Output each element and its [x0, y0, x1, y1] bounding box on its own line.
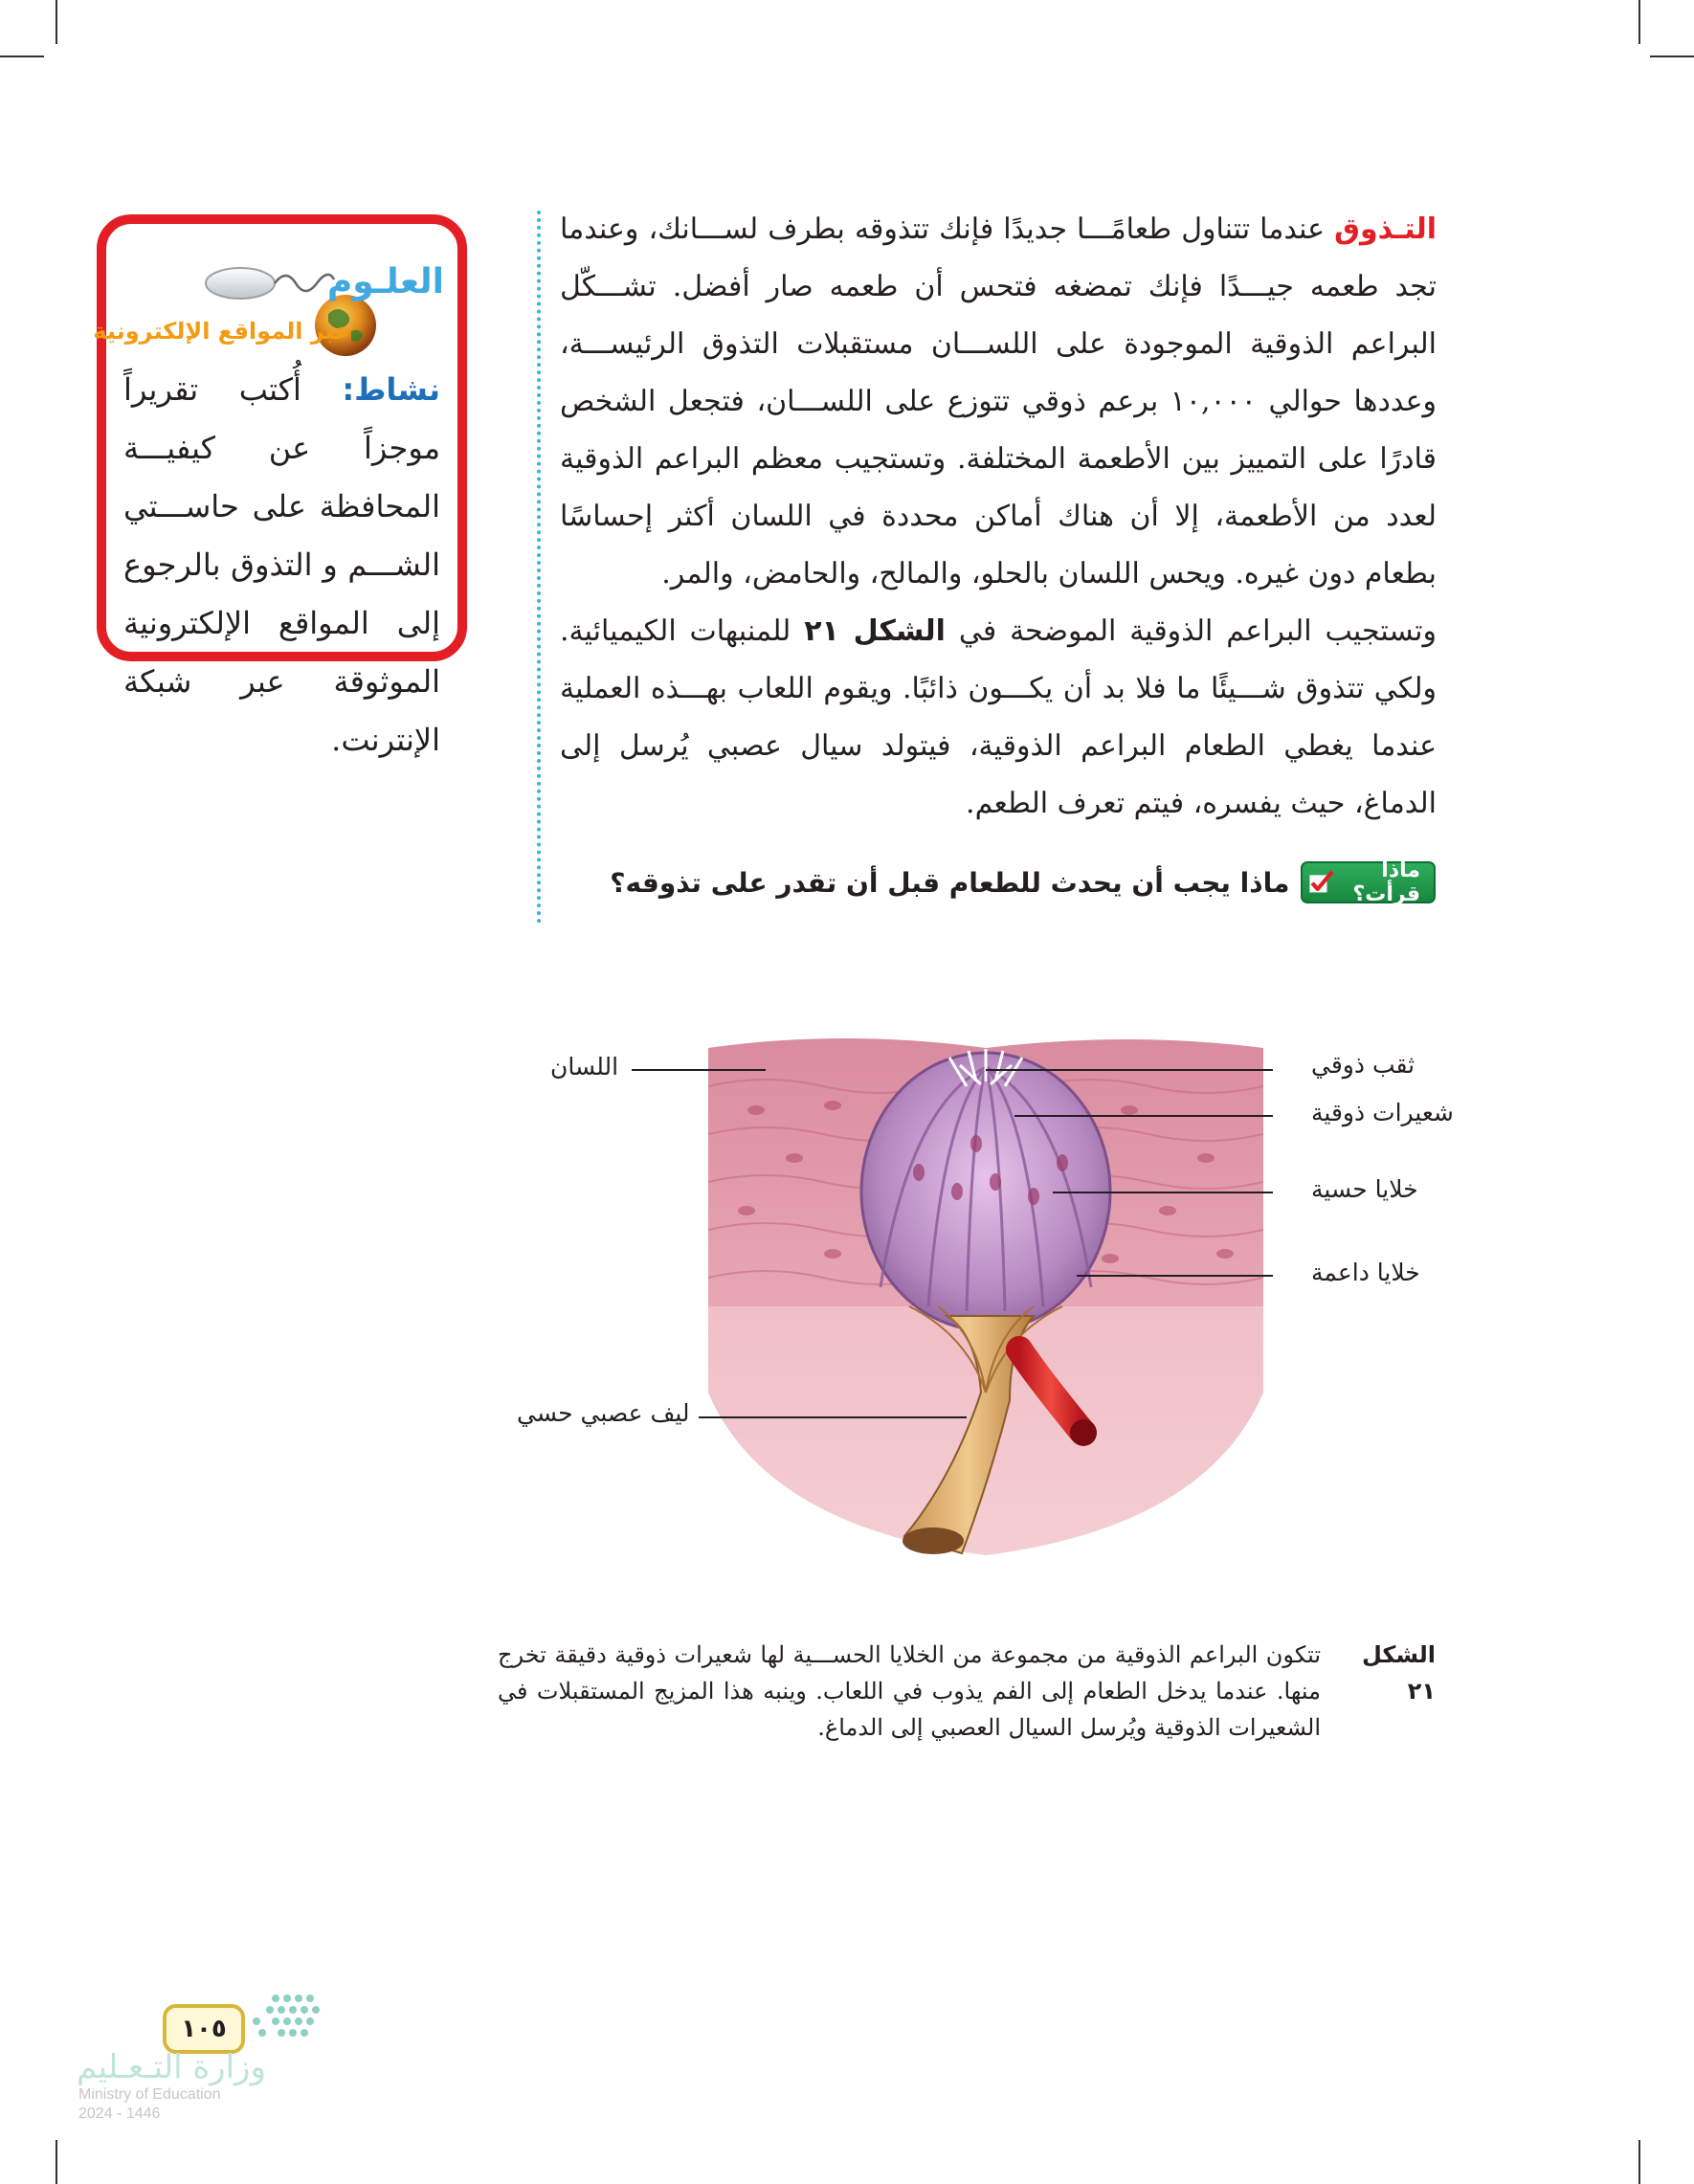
leader-line — [986, 1069, 1273, 1071]
reading-check-question: ماذا يجب أن يحدث للطعام قبل أن تقدر على تذوقه؟ — [610, 866, 1290, 899]
reading-check-badge — [1301, 858, 1436, 906]
science-online-title: العلـوم — [326, 262, 444, 301]
caption-text: تتكون البراعم الذوقية من مجموعة من الخلايا الحســـية لها شعيرات ذوقية دقيقة تخرج منها. عندما يدخل الطعام إلى الفم يذوب في اللعاب. وينبه هذا المزيج المستقبلات في الشعيرات الذوقية ويُرسل السيال العصبي إلى الدماغ. — [498, 1641, 1321, 1741]
label-sensory-cells: خلايا حسية — [1311, 1175, 1418, 1203]
key-term-taste: التـذوق — [1334, 212, 1437, 246]
label-taste-hairs: شعيرات ذوقية — [1311, 1099, 1454, 1126]
figure-caption — [498, 1637, 1436, 1746]
label-supporting-cells: خلايا داعمة — [1311, 1259, 1420, 1286]
activity-text-block — [123, 361, 440, 769]
science-online-box — [93, 214, 467, 758]
crop-mark — [0, 56, 44, 57]
leader-line — [699, 1416, 967, 1418]
crop-mark — [1638, 2140, 1640, 2184]
leader-line — [1053, 1192, 1273, 1193]
label-taste-pore: ثقب ذوقي — [1311, 1051, 1415, 1079]
taste-bud-illustration — [689, 1029, 1282, 1565]
paragraph-2-start: وتستجيب البراعم الذوقية الموضحة في — [945, 614, 1437, 648]
page-number: ١٠٥ — [163, 2004, 245, 2054]
leader-line — [1077, 1275, 1273, 1277]
crop-mark — [1650, 56, 1694, 57]
leader-line — [1014, 1115, 1273, 1117]
ministry-name-english: Ministry of Education — [78, 2086, 221, 2103]
science-online-subtitle: عبر المواقع الإلكترونية — [93, 318, 350, 345]
figure-reference: الشكل ٢١ — [804, 614, 946, 648]
activity-text: أُكتب تقريراً موجزاً عن كيفيـــة المحافظة على حاســـتي الشـــم و التذوق بالرجوع إلى المواقع الإلكترونية الموثوقة عبر شبكة الإنترنت. — [123, 371, 440, 758]
paragraph-1-text: عندما تتناول طعامًـــا جديدًا فإنك تتذوقه بطرف لســـانك، وعندما تجد طعمه جيـــدًا فإنك تمضغه فتحس أن طعمه صار أفضل. تشـــكّل البراعم الذوقية الموجودة على اللســـان مستقبلات التذوق الرئيســـة، وعددها حوالي ١٠,٠٠٠ برعم ذوقي تتوزع على اللســـان، فتجعل الشخص قادرًا على التمييز بين الأطعمة المختلفة. وتستجيب معظم البراعم الذوقية لعدد من الأطعمة، إلا أن هناك أماكن محددة في اللسان أكثر إحساسًا بطعام دون غيره. ويحس اللسان بالحلو، والمالح، والحامض، والمر. — [560, 212, 1438, 591]
reading-check — [610, 858, 1436, 906]
reading-check-label: ماذا قرأت؟ — [1352, 858, 1420, 906]
caption-label: الشكل ٢١ — [1361, 1641, 1436, 1705]
label-sensory-nerve: ليف عصبي حسي — [517, 1399, 690, 1427]
crop-mark — [56, 2140, 57, 2184]
edition-year: 2024 - 1446 — [78, 2106, 161, 2122]
label-tongue: اللسان — [550, 1053, 619, 1081]
paragraph-response — [560, 603, 1437, 833]
column-divider — [537, 211, 541, 924]
leader-line — [632, 1069, 766, 1071]
crop-mark — [1638, 0, 1640, 44]
main-text — [560, 201, 1437, 833]
checkmark-icon — [1308, 866, 1335, 899]
ministry-name-arabic: وزارة التـعـليم — [77, 2048, 266, 2086]
activity-label: نشاط: — [342, 371, 440, 408]
paragraph-2-end: للمنبهات الكيميائية. ولكي تتذوق شـــيئًا ما فلا بد أن يكـــون ذائبًا. ويقوم اللعاب بهـــذه العملية عندما يغطي الطعام البراعم الذوقية، فيتولد سيال عصبي يُرسل إلى الدماغ، حيث يفسره، فيتم تعرف الطعم. — [560, 614, 1437, 820]
crop-mark — [56, 0, 57, 44]
paragraph-taste — [560, 201, 1437, 603]
